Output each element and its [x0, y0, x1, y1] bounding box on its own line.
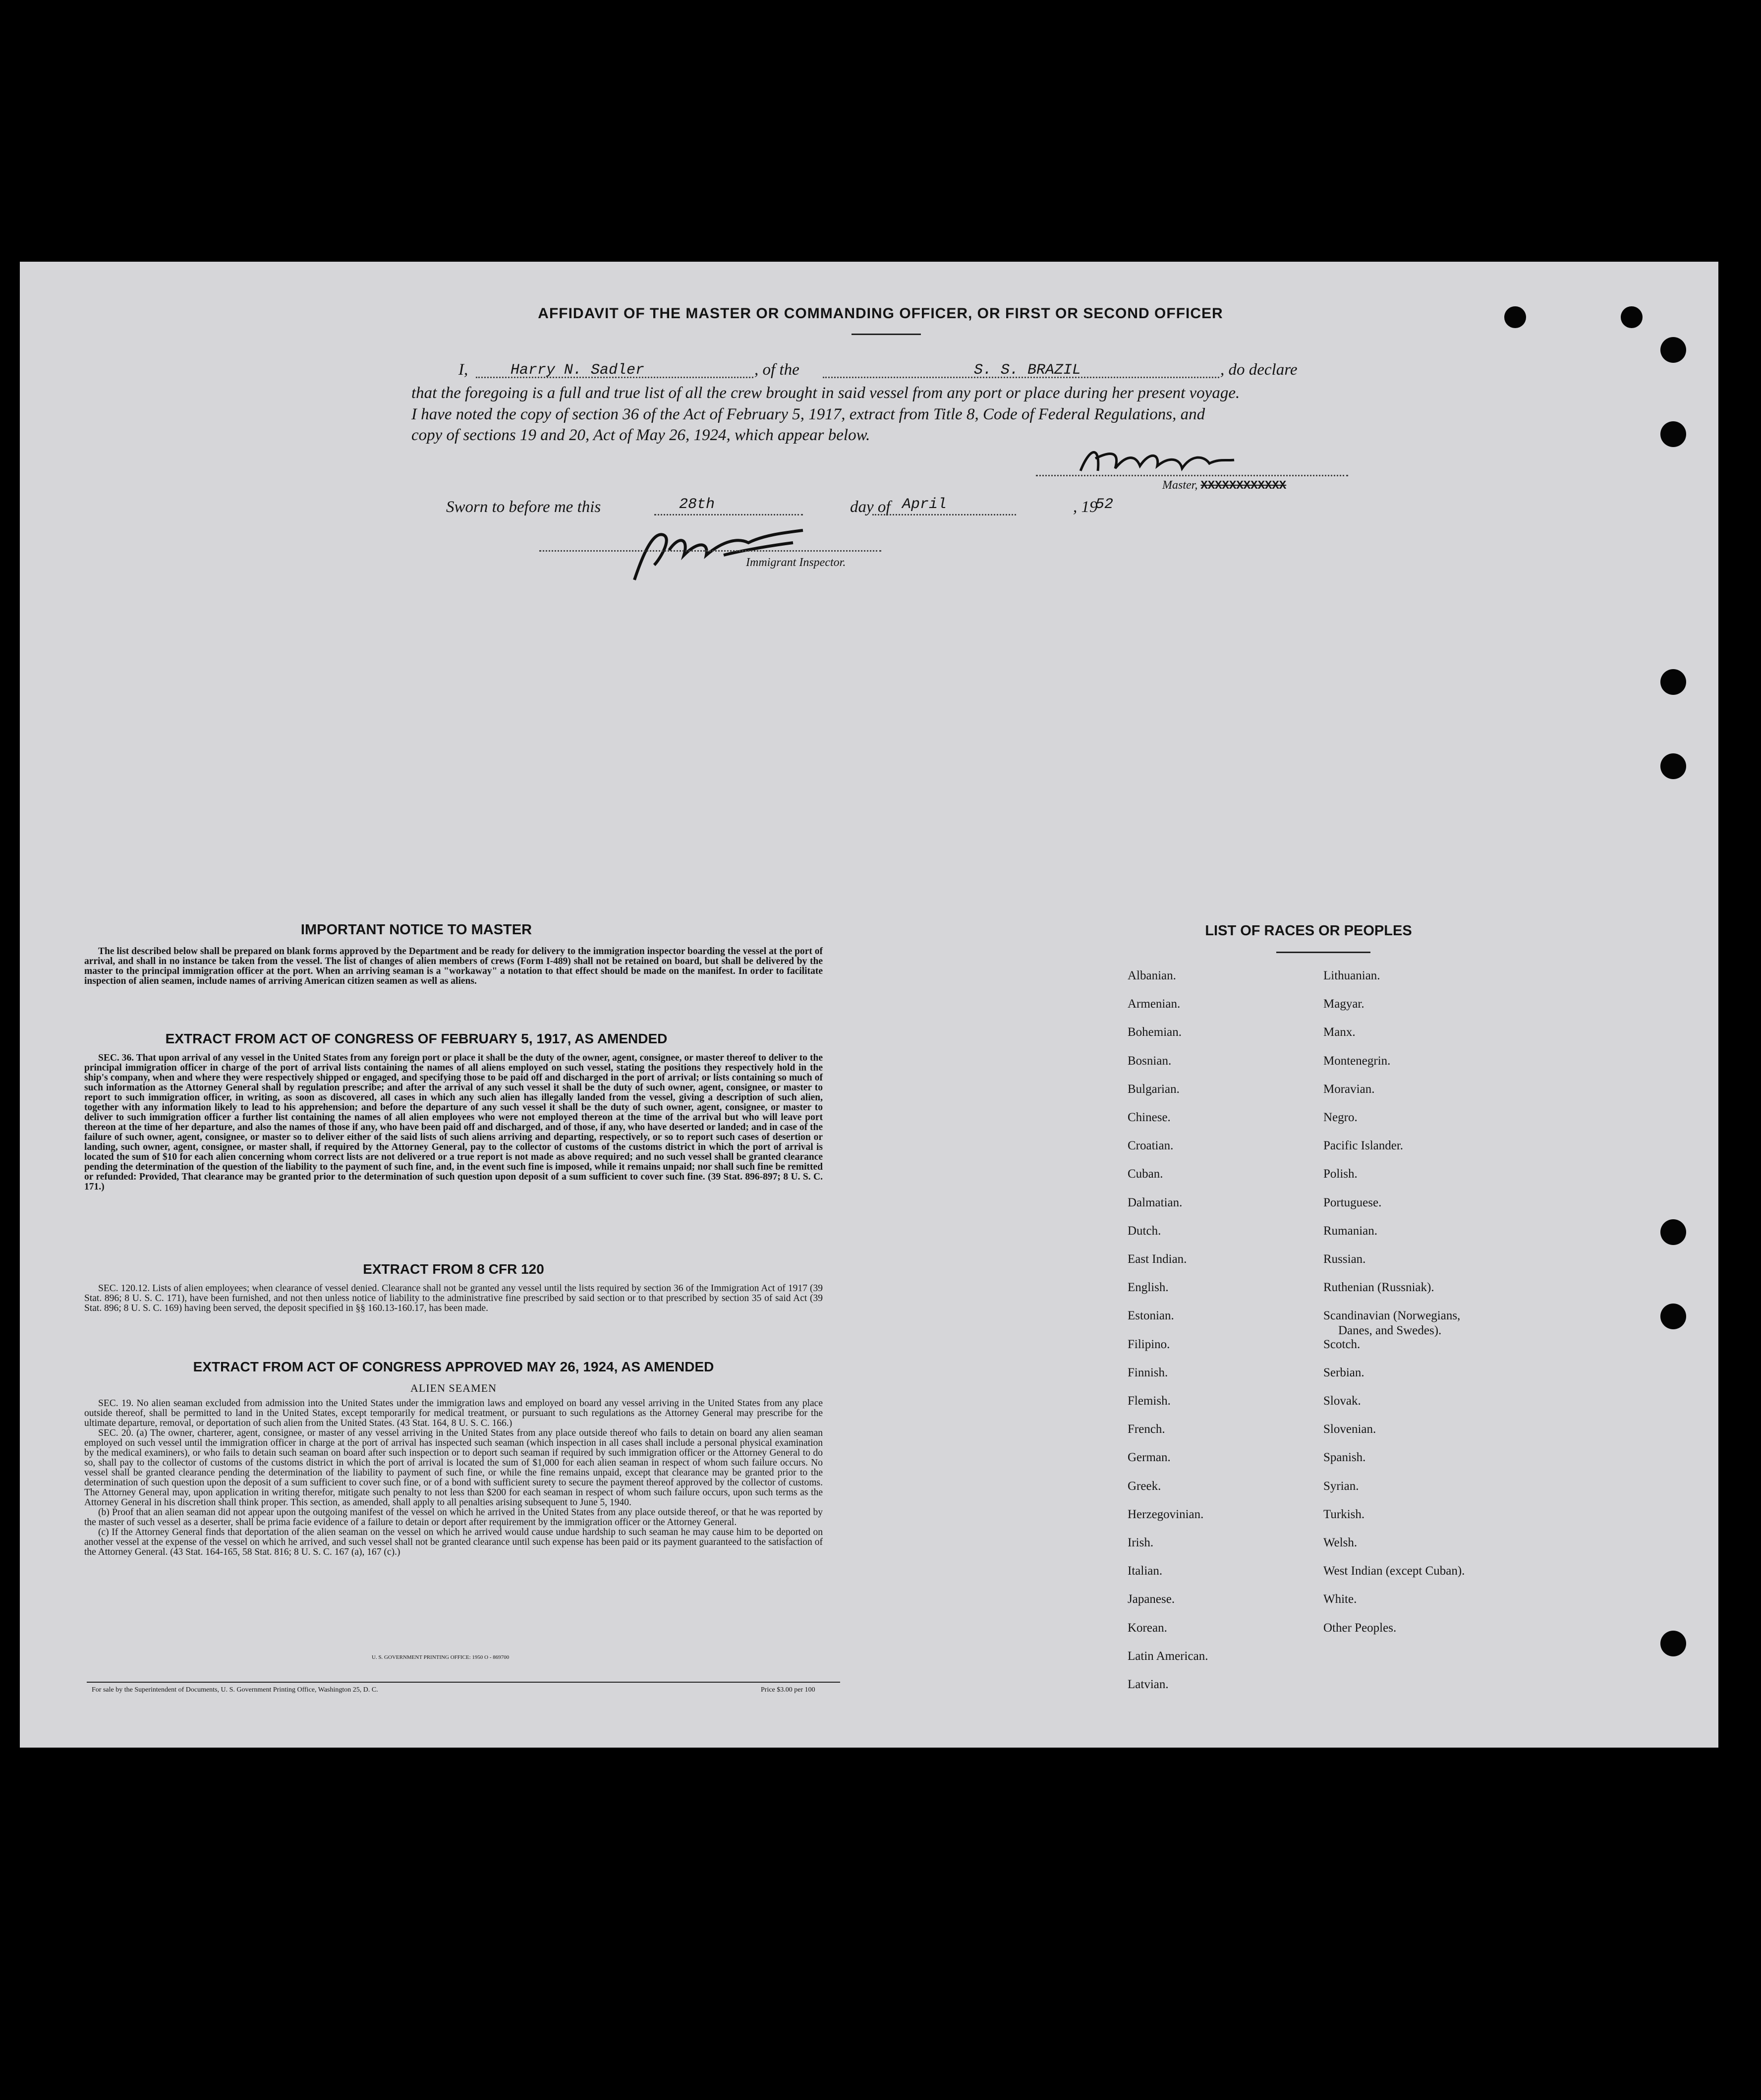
- extract-1924-subtitle: ALIEN SEAMEN: [410, 1382, 497, 1394]
- races-title: LIST OF RACES OR PEOPLES: [1205, 923, 1412, 939]
- punch-hole: [1660, 1304, 1686, 1329]
- sworn-month: April: [902, 496, 947, 513]
- race-item: Bosnian.: [1128, 1054, 1172, 1068]
- races-title-rule: [1276, 952, 1370, 953]
- extract-1917-title: EXTRACT FROM ACT OF CONGRESS OF FEBRUARY 5, 1917, AS AMENDED: [165, 1031, 668, 1046]
- race-item: Japanese.: [1128, 1592, 1175, 1606]
- race-item: Croatian.: [1128, 1139, 1174, 1153]
- sworn-year: 52: [1095, 496, 1114, 513]
- inspector-signature: [625, 520, 813, 585]
- extract-1924-title: EXTRACT FROM ACT OF CONGRESS APPROVED MAY 26, 1924, AS AMENDED: [193, 1359, 714, 1374]
- race-item: Herzegovinian.: [1128, 1507, 1204, 1521]
- race-item: Cuban.: [1128, 1167, 1163, 1181]
- race-item: Scandinavian (Norwegians,: [1323, 1309, 1461, 1323]
- of-the-label: , of the: [754, 361, 799, 379]
- sworn-line: [446, 498, 1140, 518]
- race-item: Pacific Islander.: [1323, 1139, 1404, 1153]
- race-item: English.: [1128, 1281, 1169, 1295]
- race-item: Italian.: [1128, 1564, 1163, 1578]
- race-item: Latvian.: [1128, 1678, 1169, 1691]
- punch-hole: [1660, 1631, 1686, 1656]
- punch-hole: [1660, 1219, 1686, 1245]
- race-item: Moravian.: [1323, 1082, 1375, 1096]
- race-item: Syrian.: [1323, 1479, 1359, 1493]
- race-item: Manx.: [1323, 1025, 1356, 1039]
- race-item: Flemish.: [1128, 1394, 1171, 1408]
- do-declare-label: , do declare: [1220, 361, 1298, 379]
- master-name: Harry N. Sadler: [511, 362, 645, 379]
- race-item: Serbian.: [1323, 1365, 1364, 1379]
- sworn-label: Sworn to before me this: [446, 498, 601, 516]
- inspector-label: Immigrant Inspector.: [746, 556, 846, 569]
- vessel-name: S. S. BRAZIL: [974, 362, 1081, 379]
- struck-title: XXXXXXXXXXXX: [1200, 479, 1287, 493]
- race-item: Finnish.: [1128, 1365, 1168, 1379]
- race-item: West Indian (except Cuban).: [1323, 1564, 1465, 1578]
- affidavit-title: AFFIDAVIT OF THE MASTER OR COMMANDING OFFICER, OR FIRST OR SECOND OFFICER: [538, 305, 1223, 322]
- affidavit-line-3: I have noted the copy of section 36 of the Act of February 5, 1917, extract from Title 8, Code of Federal Regulations, and: [411, 405, 1205, 423]
- master-signature-line: [1036, 475, 1348, 476]
- punch-hole: [1660, 337, 1686, 363]
- race-item: Dalmatian.: [1128, 1195, 1183, 1209]
- footer-rule: [87, 1682, 840, 1683]
- gpo-line: U. S. GOVERNMENT PRINTING OFFICE: 1950 O - 869700: [372, 1654, 510, 1660]
- race-item: Magyar.: [1323, 997, 1364, 1011]
- race-item: Spanish.: [1323, 1451, 1366, 1465]
- race-item: Slovenian.: [1323, 1422, 1376, 1436]
- notice-text: The list described below shall be prepared on blank forms approved by the Department and be ready for delivery to the immigration inspector boarding the vessel at the port of arrival, and shall in no instance be taken from the vessel. The list of changes of alien members of crews (Form I-489) shall not be retained on board, but shall be delivered by the master to the principal immigration officer at the port. When an arriving seaman is a "workaway" a notation to that effect should be made on the manifest. In order to facilitate inspection of alien seamen, include names of arriving American citizen seamen as well as aliens.: [84, 946, 823, 986]
- race-item: French.: [1128, 1422, 1165, 1436]
- race-item: Latin American.: [1128, 1649, 1208, 1663]
- year-prefix: , 19: [1073, 498, 1098, 516]
- extract-1924-text: SEC. 19. No alien seaman excluded from admission into the United States under the immigration laws and employed on board any vessel arriving in the United States from any place outside thereof, shall be permitted to land in the United States, except temporarily for medical treatment, or pursuant to such regulations as the Attorney General may prescribe for the ultimate departure, removal, or deportation of such alien from the United States. (43 Stat. 164, 8 U. S. C. 166.) SEC. 20. (a) The owner, charterer, agent, consignee, or master of any vessel arriving in the United States from any place outside thereof who fails to detain on board any alien seaman employed on such vessel until the immigration officer in charge at the port of arrival has inspected such seaman (which inspection in all cases shall include a personal physical examination by the medical examiners), or who fails to detain such seaman on board after such inspection or to deport such seaman if required by such immigration officer or the Attorney General to do so, shall pay to the collector of customs of the customs district in which the port of arrival is located the sum of $1,000 for each alien seaman in respect of whom such failure occurs. No vessel shall be granted clearance pending the determination of the liability to payment of such fine, or while the fine remains unpaid, except that clearance may be granted prior to the determination of such question upon the deposit of a sum sufficient to cover such fine, or of a bond with sufficient surety to secure the payment thereof approved by the collector of customs. The Attorney General may, upon application in writing therefor, mitigate such penalty to not less than $200 for each seaman in respect of whom such failure occurs, upon such terms as the Attorney General in his discretion shall think proper. This section, as amended, shall apply to all penalties arising subsequent to June 5, 1940. (b) Proof that an alien seaman did not appear upon the outgoing manifest of the vessel on which he arrived in the United States from any place outside thereof, or that he was reported by the master of such vessel as a deserter, shall be prima facie evidence of a failure to detain or deport after requirement by the immigration officer or the Attorney General. (c) If the Attorney General finds that deportation of the alien seaman on the vessel on which he arrived would cause undue hardship to such seaman he may cause him to be deported on another vessel at the expense of the vessel on which he arrived, and such vessel shall not be granted clearance until such expense has been paid or its payment guaranteed to the satisfaction of the Attorney General. (43 Stat. 164-165, 58 Stat. 816; 8 U. S. C. 167 (a), 167 (c).): [84, 1398, 823, 1557]
- footer-right: Price $3.00 per 100: [761, 1686, 815, 1694]
- race-item: Ruthenian (Russniak).: [1323, 1281, 1434, 1295]
- extract-cfr-text: SEC. 120.12. Lists of alien employees; when clearance of vessel denied. Clearance shall not be granted any vessel until the lists required by section 36 of the Immigration Act of 1917 (39 Stat. 896; 8 U. S. C. 171), have been furnished, and not then unless notice of liability to the administrative fine prescribed by said section or to that prescribed by section 35 of said Act (39 Stat. 896; 8 U. S. C. 169) having been served, the deposit specified in §§ 160.13-160.17, has been made.: [84, 1283, 823, 1313]
- i-label: I,: [458, 361, 468, 379]
- race-item: Irish.: [1128, 1536, 1154, 1549]
- race-item: Estonian.: [1128, 1309, 1174, 1323]
- race-item: Montenegrin.: [1323, 1054, 1391, 1068]
- race-item: Filipino.: [1128, 1337, 1170, 1351]
- race-item: Turkish.: [1323, 1507, 1365, 1521]
- title-rule: [852, 334, 921, 335]
- race-item: Rumanian.: [1323, 1224, 1378, 1238]
- affidavit-line-4: copy of sections 19 and 20, Act of May 26, 1924, which appear below.: [411, 426, 870, 444]
- race-item: German.: [1128, 1451, 1171, 1465]
- race-item: Russian.: [1323, 1252, 1366, 1266]
- punch-hole: [1660, 421, 1686, 447]
- race-item: Negro.: [1323, 1111, 1358, 1124]
- sworn-day: 28th: [679, 496, 715, 513]
- race-item: Slovak.: [1323, 1394, 1361, 1408]
- notice-title: IMPORTANT NOTICE TO MASTER: [300, 922, 532, 938]
- extract-1917-text: SEC. 36. That upon arrival of any vessel in the United States from any foreign port or place it shall be the duty of the owner, agent, consignee, or master thereof to deliver to the principal immigration officer in charge of the port of arrival lists containing the names of all aliens employed on such vessel, stating the positions they respectively hold in the ship's company, when and where they were respectively shipped or engaged, and specifying those to be paid off and discharged in the port of arrival; or lists containing so much of such information as the Attorney General shall by regulation prescribe; and after the arrival of any such vessel it shall be the duty of such owner, agent, consignee, or master to report to such immigration officer, in writing, as soon as discovered, all cases in which any such alien has illegally landed from the vessel, giving a description of such alien, together with any information likely to lead to his apprehension; and before the departure of any such vessel it shall be the duty of such owner, agent, consignee, or master to deliver to such immigration officer a further list containing the names of all alien employees who were not employed thereon at the time of the arrival but who will leave port thereon at the time of her departure, and also the names of those if any, who have been paid off and discharged, and of those, if any, who have deserted or landed; and in case of the failure of such owner, agent, consignee, or master so to deliver either of the said lists of such aliens arriving and departing, respectively, or so to report such cases of desertion or landing, such owner, agent, consignee, or master shall, if required by the Attorney General, pay to the collector of customs of the customs district in which the port of arrival is located the sum of $10 for each alien concerning whom correct lists are not delivered or a true report is not made as above required; and no such vessel shall be granted clearance pending the determination of the question of the liability to the payment of such fine, and, in the event such fine is imposed, while it remains unpaid; nor shall such fine be remitted or refunded: Provided, That clearance may be granted prior to the determination of such question upon deposit of a sum sufficient to cover such fine. (39 Stat. 896-897; 8 U. S. C. 171.): [84, 1053, 823, 1192]
- race-item: Bohemian.: [1128, 1025, 1182, 1039]
- punch-hole: [1660, 753, 1686, 779]
- race-item: Dutch.: [1128, 1224, 1161, 1238]
- race-item: Portuguese.: [1323, 1195, 1382, 1209]
- punch-hole: [1660, 669, 1686, 695]
- extract-cfr-title: EXTRACT FROM 8 CFR 120: [363, 1261, 544, 1277]
- race-item: White.: [1323, 1592, 1357, 1606]
- race-item: Welsh.: [1323, 1536, 1358, 1549]
- affidavit-line-1: [411, 361, 1353, 381]
- master-label: Master, XXXXXXXXXXXX: [1162, 479, 1287, 493]
- day-of-label: day of: [850, 498, 891, 516]
- race-item: Chinese.: [1128, 1111, 1171, 1124]
- race-item: Other Peoples.: [1323, 1621, 1397, 1635]
- inspector-signature-line: [539, 550, 881, 552]
- race-item: Lithuanian.: [1323, 969, 1380, 982]
- race-item: Greek.: [1128, 1479, 1161, 1493]
- race-item: Albanian.: [1128, 969, 1176, 982]
- footer-left: For sale by the Superintendent of Documents, U. S. Government Printing Office, Washington 25, D. C.: [92, 1686, 378, 1694]
- race-item: Danes, and Swedes).: [1338, 1324, 1442, 1338]
- race-item: Bulgarian.: [1128, 1082, 1180, 1096]
- race-item: East Indian.: [1128, 1252, 1187, 1266]
- race-item: Armenian.: [1128, 997, 1181, 1011]
- affidavit-line-2: that the foregoing is a full and true list of all the crew brought in said vessel from any port or place during her present voyage.: [411, 384, 1240, 402]
- race-item: Korean.: [1128, 1621, 1167, 1635]
- race-item: Polish.: [1323, 1167, 1358, 1181]
- race-item: Scotch.: [1323, 1337, 1361, 1351]
